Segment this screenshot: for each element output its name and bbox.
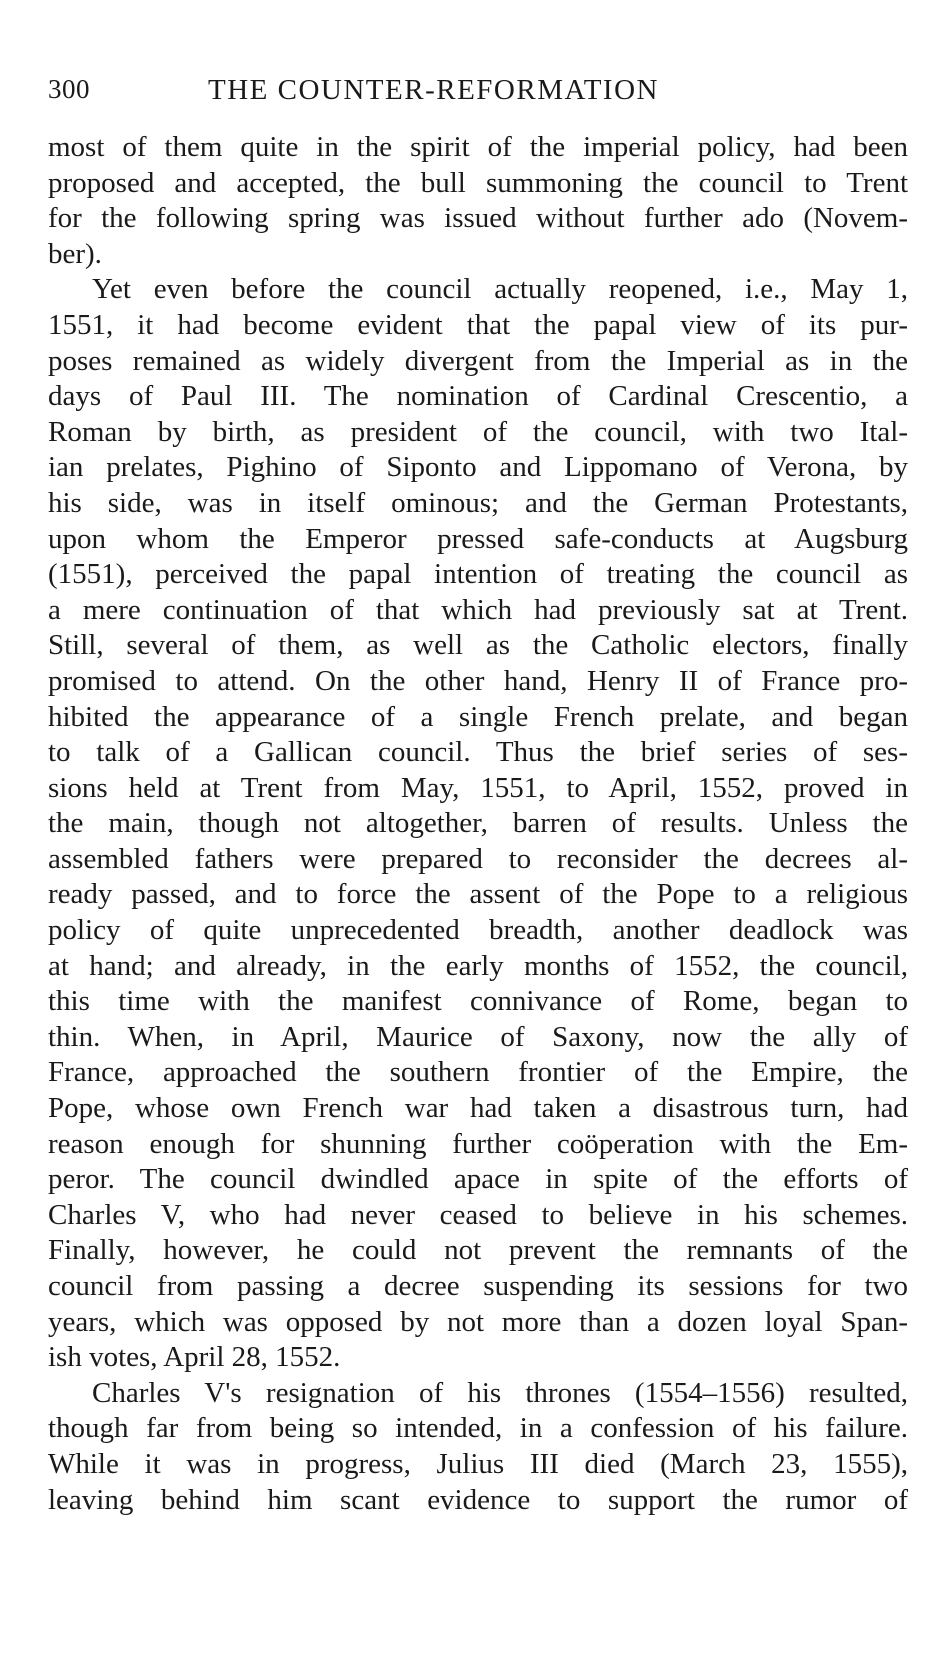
text-line: Roman by birth, as president of the council, with two Ital- <box>48 415 908 448</box>
text-line: his side, was in itself ominous; and the German Protestants, <box>48 486 908 519</box>
text-line: leaving behind him scant evidence to support the rumor of <box>48 1483 908 1516</box>
text-line: hibited the appearance of a single French prelate, and began <box>48 700 908 733</box>
text-line: council from passing a decree suspending its sessions for two <box>48 1270 908 1302</box>
text-line: Yet even before the council actually reopened, i.e., May 1, <box>92 273 908 306</box>
text-line: this time with the manifest connivance of Rome, began to <box>48 985 908 1018</box>
text-line: Charles V, who had never ceased to believe in his schemes. <box>48 1198 908 1231</box>
text-line: promised to attend. On the other hand, Henry II of France pro- <box>48 664 908 697</box>
text-line: a mere continuation of that which had previously sat at Trent. <box>48 593 908 626</box>
text-line: ready passed, and to force the assent of the Pope to a religious <box>48 878 908 911</box>
paragraph-resignation <box>48 1376 908 1518</box>
text-line: 1551, it had become evident that the papal view of its pur- <box>48 308 908 341</box>
text-line: for the following spring was issued without further ado (Novem- <box>48 202 908 235</box>
running-head <box>48 74 908 114</box>
text-line: ish votes, April 28, 1552. <box>48 1341 341 1374</box>
text-line: (1551), perceived the papal intention of treating the council as <box>48 558 908 591</box>
text-line: proposed and accepted, the bull summoning the council to Trent <box>48 166 908 199</box>
text-line: at hand; and already, in the early months of 1552, the council, <box>48 949 908 982</box>
text-line: reason enough for shunning further coöperation with the Em- <box>48 1127 908 1160</box>
text-line: upon whom the Emperor pressed safe-conducts at Augsburg <box>48 522 908 555</box>
text-line: ber). <box>48 237 102 270</box>
text-line: though far from being so intended, in a confession of his failure. <box>48 1412 908 1445</box>
text-line: policy of quite unprecedented breadth, another deadlock was <box>48 914 908 947</box>
text-line: assembled fathers were prepared to reconsider the decrees al- <box>48 842 908 875</box>
text-line: to talk of a Gallican council. Thus the brief series of ses- <box>48 736 908 769</box>
body-text <box>48 130 908 1518</box>
text-line: most of them quite in the spirit of the imperial policy, had been <box>48 131 908 163</box>
text-line: days of Paul III. The nomination of Cardinal Crescentio, a <box>48 380 908 413</box>
paragraph-continuation <box>48 130 908 272</box>
text-line: Still, several of them, as well as the Catholic electors, finally <box>48 629 908 662</box>
text-line: France, approached the southern frontier of the Empire, the <box>48 1056 908 1089</box>
text-line: years, which was opposed by not more than a dozen loyal Span- <box>48 1305 908 1338</box>
text-line: thin. When, in April, Maurice of Saxony, now the ally of <box>48 1020 908 1053</box>
text-line: Finally, however, he could not prevent the remnants of the <box>48 1234 908 1267</box>
paragraph-council-reopened <box>48 272 908 1375</box>
text-line: Pope, whose own French war had taken a disastrous turn, had <box>48 1092 908 1125</box>
text-line: the main, though not altogether, barren of results. Unless the <box>48 807 908 840</box>
text-line: peror. The council dwindled apace in spite of the efforts of <box>48 1163 908 1196</box>
text-line: While it was in progress, Julius III died (March 23, 1555), <box>48 1447 908 1480</box>
text-line: Charles V's resignation of his thrones (1554–1556) resulted, <box>92 1376 908 1409</box>
page-number: 300 <box>48 74 90 104</box>
running-title: THE COUNTER-REFORMATION <box>208 74 659 106</box>
text-line: poses remained as widely divergent from the Imperial as in the <box>48 344 908 377</box>
text-line: sions held at Trent from May, 1551, to April, 1552, proved in <box>48 771 908 804</box>
text-line: ian prelates, Pighino of Siponto and Lippomano of Verona, by <box>48 451 908 484</box>
